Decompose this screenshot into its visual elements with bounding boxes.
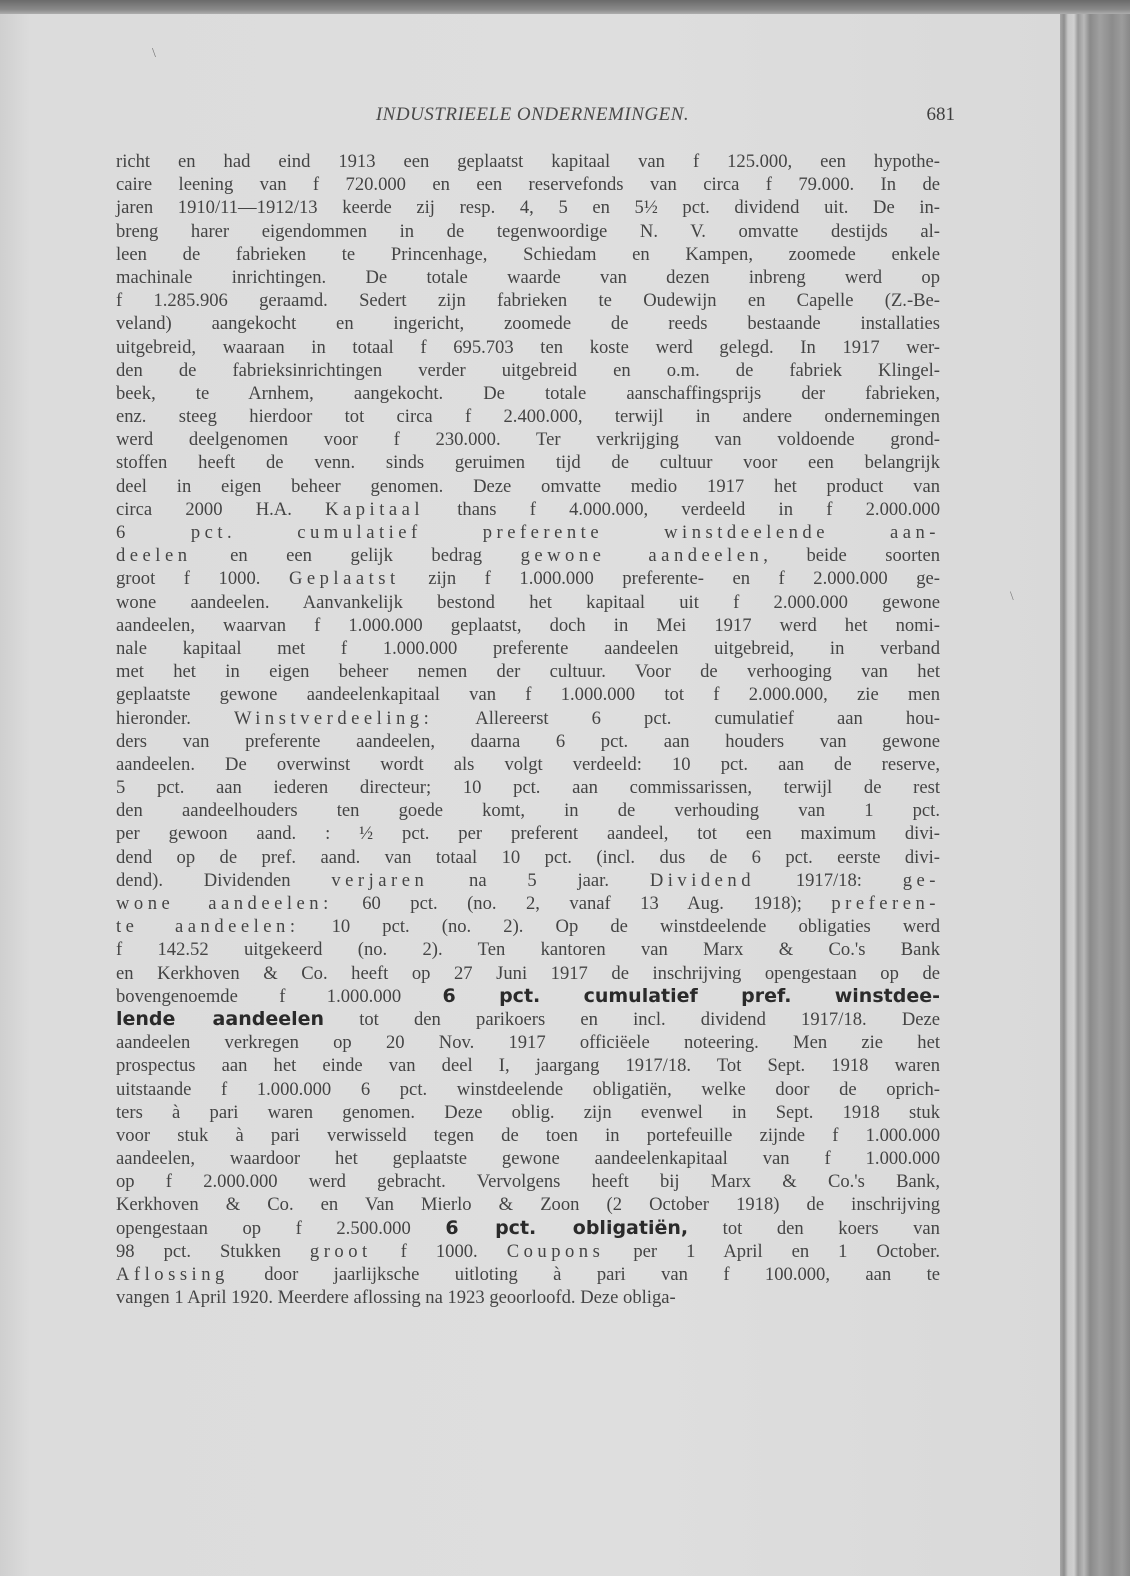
text-run: machinale inrichtingen. De totale waarde van dezen inbreng werd op <box>116 266 940 288</box>
text-run: groot f 1000. <box>116 568 289 590</box>
text-run: aandeelen verkregen op 20 Nov. 1917 officiëele noteering. Men zie het <box>116 1032 940 1054</box>
spaced-emphasis-run: groot <box>309 1240 372 1262</box>
text-run: uitstaande f 1.000.000 6 pct. winstdeelende obligatiën, welke door de oprich- <box>116 1078 940 1100</box>
text-run: uitgebreid, waaraan in totaal f 695.703 ten koste werd gelegd. In 1917 wer- <box>116 336 940 358</box>
text-line <box>116 892 940 915</box>
text-run: na 5 jaar. <box>428 869 650 891</box>
stray-mark: \ <box>1010 588 1014 603</box>
text-line <box>116 498 940 521</box>
text-line <box>116 799 940 822</box>
text-line <box>116 1193 940 1216</box>
text-run: 5 pct. aan iederen directeur; 10 pct. aan commissarissen, terwijl de rest <box>116 777 940 799</box>
text-run: Allereerst 6 pct. cumulatief aan hou- <box>433 707 940 729</box>
text-line <box>116 451 940 474</box>
text-line <box>116 1263 940 1286</box>
text-run: ders van preferente aandeelen, daarna 6 pct. aan houders van gewone <box>116 730 940 752</box>
text-run: op f 2.000.000 werd gebracht. Vervolgens heeft bij Marx & Co.'s Bank, <box>116 1171 940 1193</box>
bold-heading-run: 6 pct. obligatiën, <box>445 1216 689 1239</box>
text-line <box>116 382 940 405</box>
text-line <box>116 730 940 753</box>
text-line <box>116 938 940 961</box>
text-run: 10 pct. (no. 2). Op de winstdeelende obligaties werd <box>299 916 941 938</box>
text-run: den aandeelhouders ten goede komt, in de verhouding van 1 pct. <box>116 800 940 822</box>
text-run: nale kapitaal met f 1.000.000 preferente aandeelen uitgebreid, in verband <box>116 637 940 659</box>
text-line <box>116 1240 940 1263</box>
text-run: met het in eigen beheer nemen der cultuur. Voor de verhooging van het <box>116 661 940 683</box>
text-run: den de fabrieksinrichtingen verder uitgebreid en o.m. de fabriek Klingel- <box>116 359 940 381</box>
text-line <box>116 521 940 544</box>
spaced-emphasis-run: wone aandeelen: <box>116 893 333 914</box>
spaced-emphasis-run: Aflossing <box>116 1264 229 1285</box>
text-run: beek, te Arnhem, aangekocht. De totale aanschaffingsprijs der fabrieken, <box>116 382 940 404</box>
text-run: geplaatste gewone aandeelenkapitaal van f 1.000.000 tot f 2.000.000, zie men <box>116 684 940 706</box>
spaced-emphasis-run: Coupons <box>506 1240 605 1262</box>
text-line <box>116 312 940 335</box>
text-line <box>116 173 940 196</box>
text-run: breng harer eigendommen in de tegenwoordige N. V. omvatte destijds al- <box>116 220 940 242</box>
text-run: caire leening van f 720.000 en een reservefonds van circa f 79.000. In de <box>116 174 940 196</box>
spaced-emphasis-run: verjaren <box>331 869 429 891</box>
text-line <box>116 753 940 776</box>
spaced-emphasis-run: Kapitaal <box>325 498 425 520</box>
text-line <box>116 359 940 382</box>
spaced-emphasis-run: te aandeelen: <box>116 916 300 938</box>
text-line <box>116 196 940 219</box>
text-line <box>116 1054 940 1077</box>
text-line <box>116 1008 940 1031</box>
bold-heading-run: lende aandeelen <box>116 1007 325 1030</box>
text-run: zijn f 1.000.000 preferente- en f 2.000.000 ge- <box>399 568 940 590</box>
text-line <box>116 428 940 451</box>
text-run: door jaarlijksche uitloting à pari van f 100.000, aan te <box>228 1264 940 1285</box>
bold-heading-run: 6 pct. cumulatief pref. winstdee- <box>442 984 940 1007</box>
text-run: opengestaan op f 2.500.000 <box>116 1217 446 1239</box>
text-line <box>116 846 940 869</box>
text-line <box>116 289 940 312</box>
spaced-emphasis-run: ge- <box>902 869 940 891</box>
text-run: vangen 1 April 1920. Meerdere aflossing na 1923 geoorloofd. Deze obliga- <box>116 1287 676 1309</box>
text-run: bovengenoemde f 1.000.000 <box>116 985 443 1007</box>
text-line <box>116 660 940 683</box>
text-run: voor stuk à pari verwisseld tegen de toen in portefeuille zijnde f 1.000.000 <box>116 1124 940 1146</box>
text-line <box>116 1124 940 1147</box>
text-run: 1917/18: <box>755 869 903 891</box>
running-header <box>110 100 955 130</box>
text-run: f 1.285.906 geraamd. Sedert zijn fabrieken te Oudewijn en Capelle (Z.-Be- <box>116 290 940 312</box>
book-binding-edge <box>1060 14 1130 1576</box>
text-line <box>116 637 940 660</box>
text-line <box>116 985 940 1008</box>
text-run: stoffen heeft de venn. sinds geruimen tijd de cultuur voor een belangrijk <box>116 452 940 474</box>
spaced-emphasis-run: 6 pct. cumulatief preferente winstdeelende aan- <box>116 522 940 543</box>
text-run: richt en had eind 1913 een geplaatst kapitaal van f 125.000, een hypothe- <box>116 151 940 172</box>
text-run: f 1000. <box>371 1240 507 1262</box>
text-run: per gewoon aand. : ½ pct. per preferent aandeel, tot een maximum divi- <box>116 823 940 845</box>
text-run: hieronder. <box>116 707 234 729</box>
text-run: per 1 April en 1 October. <box>604 1240 940 1262</box>
text-line <box>116 707 940 730</box>
text-run: aandeelen, waardoor het geplaatste gewone aandeelenkapitaal van f 1.000.000 <box>116 1148 940 1170</box>
text-run: deel in eigen beheer genomen. Deze omvatte medio 1917 het product van <box>116 475 940 497</box>
body-text <box>116 150 940 1309</box>
text-run: en een gelijk bedrag <box>191 545 521 567</box>
spaced-emphasis-run: preferen- <box>831 893 940 914</box>
text-line <box>116 614 940 637</box>
text-line <box>116 1078 940 1101</box>
text-line <box>116 1147 940 1170</box>
text-line <box>116 567 940 590</box>
text-run: tot den parikoers en incl. dividend 1917/18. Deze <box>324 1008 941 1030</box>
text-run: jaren 1910/11—1912/13 keerde zij resp. 4, 5 en 5½ pct. dividend uit. De in- <box>116 197 940 219</box>
text-line <box>116 150 940 173</box>
text-line <box>116 475 940 498</box>
text-run: aandeelen. De overwinst wordt als volgt verdeeld: 10 pct. aan de reserve, <box>116 753 940 775</box>
text-run: tot den koers van <box>688 1217 940 1239</box>
text-line <box>116 822 940 845</box>
text-run: thans f 4.000.000, verdeeld in f 2.000.000 <box>424 498 940 520</box>
running-title: INDUSTRIEELE ONDERNEMINGEN. <box>375 104 690 125</box>
text-line <box>116 1031 940 1054</box>
text-run: enz. steeg hierdoor tot circa f 2.400.000, terwijl in andere ondernemingen <box>116 406 940 428</box>
text-run: prospectus aan het einde van deel I, jaargang 1917/18. Tot Sept. 1918 waren <box>116 1055 940 1077</box>
text-run: leen de fabrieken te Princenhage, Schiedam en Kampen, zoomede enkele <box>116 243 940 265</box>
text-run: circa 2000 H.A. <box>116 498 326 520</box>
page-number: 681 <box>926 104 955 125</box>
spaced-emphasis-run: Winstverdeeling: <box>233 707 434 729</box>
text-run: ters à pari waren genomen. Deze oblig. zijn evenwel in Sept. 1918 stuk <box>116 1101 940 1123</box>
text-run: , beide soorten <box>763 545 941 567</box>
text-line <box>116 962 940 985</box>
text-line <box>116 1286 940 1309</box>
text-line <box>116 243 940 266</box>
text-run: dend op de pref. aand. van totaal 10 pct. (incl. dus de 6 pct. eerste divi- <box>116 846 940 868</box>
text-run: Kerkhoven & Co. en Van Mierlo & Zoon (2 October 1918) de inschrijving <box>116 1194 940 1216</box>
text-line <box>116 1101 940 1124</box>
text-run: 98 pct. Stukken <box>116 1240 310 1262</box>
text-line <box>116 405 940 428</box>
spaced-emphasis-run: gewone aandeelen <box>520 545 764 567</box>
spaced-emphasis-run: Dividend <box>649 869 756 891</box>
text-run: wone aandeelen. Aanvankelijk bestond het kapitaal uit f 2.000.000 gewone <box>116 591 940 613</box>
text-run: dend). Dividenden <box>116 869 332 891</box>
text-line <box>116 336 940 359</box>
text-run: f 142.52 uitgekeerd (no. 2). Ten kantoren van Marx & Co.'s Bank <box>116 939 940 961</box>
text-run: werd deelgenomen voor f 230.000. Ter verkrijging van voldoende grond- <box>116 429 940 451</box>
text-line <box>116 915 940 938</box>
spaced-emphasis-run: deelen <box>116 545 192 567</box>
text-run: en Kerkhoven & Co. heeft op 27 Juni 1917 de inschrijving opengestaan op de <box>116 962 940 984</box>
text-line <box>116 266 940 289</box>
text-line <box>116 869 940 892</box>
text-run: veland) aangekocht en ingericht, zoomede de reeds bestaande installaties <box>116 313 940 335</box>
text-line <box>116 591 940 614</box>
text-line <box>116 544 940 567</box>
text-line <box>116 683 940 706</box>
spaced-emphasis-run: Geplaatst <box>288 568 400 590</box>
text-line <box>116 776 940 799</box>
text-run: aandeelen, waarvan f 1.000.000 geplaatst, doch in Mei 1917 werd het nomi- <box>116 614 940 636</box>
text-line <box>116 1170 940 1193</box>
text-line <box>116 1217 940 1240</box>
stray-mark: \ <box>152 46 156 61</box>
text-line <box>116 220 940 243</box>
text-run: 60 pct. (no. 2, vanaf 13 Aug. 1918); <box>332 893 832 914</box>
